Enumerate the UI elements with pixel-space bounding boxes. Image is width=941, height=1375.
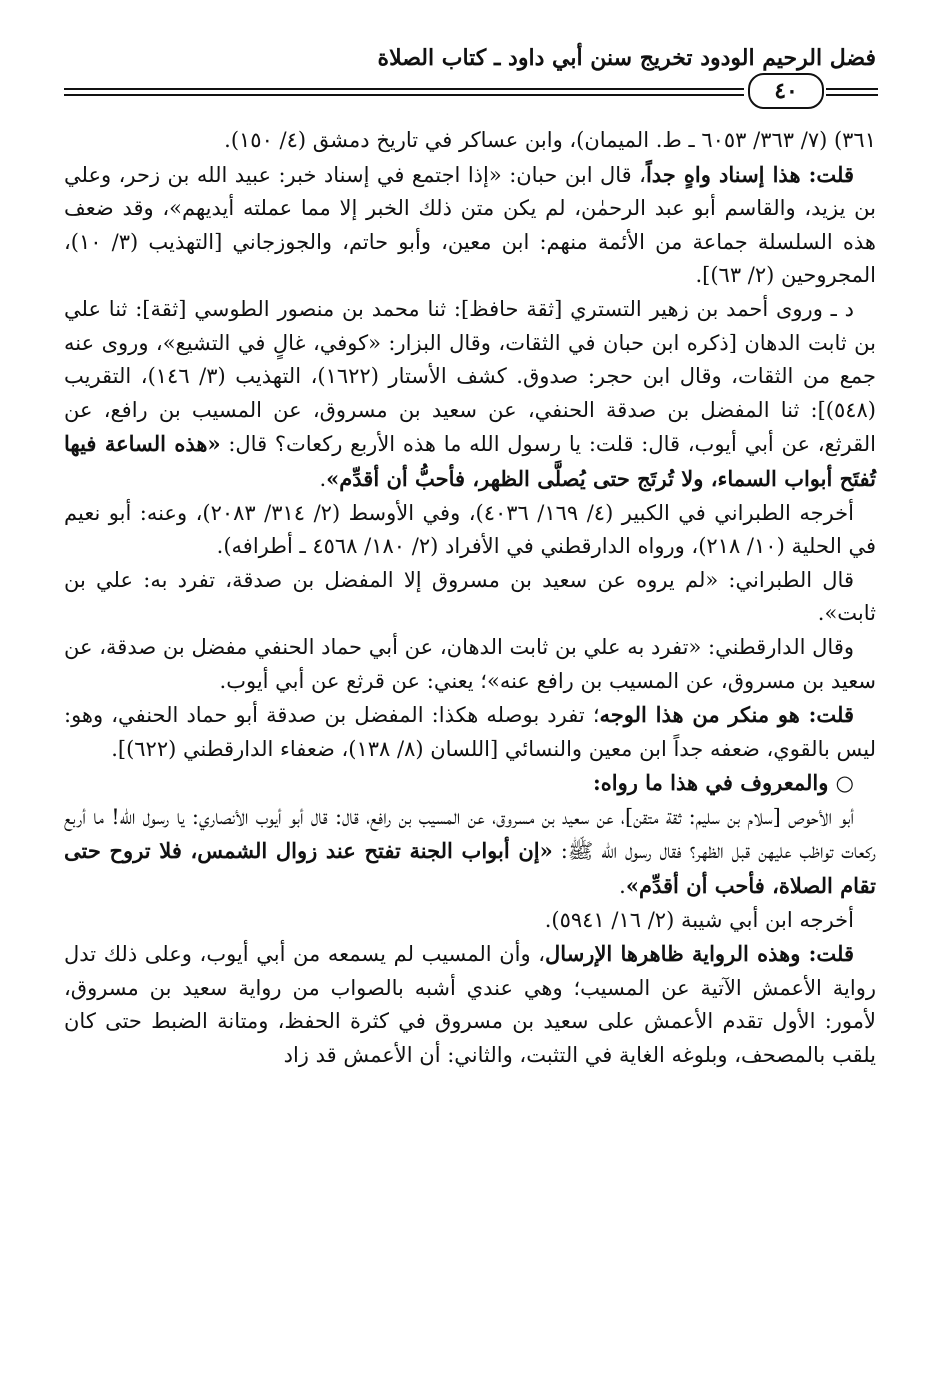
paragraph xyxy=(64,631,876,698)
paragraph xyxy=(64,801,876,904)
page-number xyxy=(748,73,824,109)
text-segment: أبو الأحوص [سلام بن سليم: ثقة متقن]، عن سعيد بن مسروق، عن المسيب بن رافع، قال: قال أبو أيوب الأنصاري: يا رسول الله! ما أربع ركعات تواظب عليهن قبل الظهر؟ فقال رسول الله ﷺ: xyxy=(64,804,876,864)
paragraph xyxy=(64,564,876,631)
paragraph xyxy=(64,497,876,564)
text-segment: . xyxy=(319,466,327,491)
text-segment: د ـ وروى أحمد بن زهير التستري [ثقة حافظ]: ثنا محمد بن منصور الطوسي [ثقة]: ثنا علي بن ثابت الدهان [ذكره ابن حبان في الثقات، وقال البزار: «كوفي، غالٍ في التشيع»، وروى عنه جمع من الثقات، وقال ابن حجر: صدوق. كشف الأستار (١٦٢٢)، التهذيب (٣/ ١٤٦)، التقريب (٥٤٨)]: ثنا المفضل بن صدقة الحنفي، عن سعيد بن مسروق، عن المسيب بن رافع، عن القرثع، عن أبي أيوب، قال: قلت: يا رسول الله ما هذه الأربع ركعات؟ قال: xyxy=(64,296,876,457)
paragraph xyxy=(64,158,876,293)
bold-text-segment: «إن أبواب الجنة تفتح عند زوال الشمس، فلا تروح حتى تقام الصلاة، فأحب أن أقدِّم» xyxy=(64,838,876,899)
text-segment: ، وأن المسيب لم يسمعه من أبي أيوب، وعلى ذلك تدل رواية الأعمش الآتية عن المسيب؛ وهي عندي أشبه بالصواب من رواية سعيد بن مسروق، لأمور: الأول تقدم الأعمش على سعيد بن مسروق في كثرة الحفظ، ومتانة الضبط حتى كان يلقب بالمصحف، وبلوغه الغاية في التثبت، والثاني: أن الأعمش قد زاد xyxy=(64,942,876,1068)
text-segment: ؛ تفرد بوصله هكذا: المفضل بن صدقة أبو حماد الحنفي، وهو: ليس بالقوي، ضعفه جداً ابن معين والنسائي [اللسان (٨/ ١٣٨)، ضعفاء الدارقطني (٦٢٢)]. xyxy=(64,703,876,761)
text-segment: أخرجه الطبراني في الكبير (٤/ ١٦٩/ ٤٠٣٦)، وفي الأوسط (٢/ ٣١٤/ ٢٠٨٣)، وعنه: أبو نعيم في الحلية (١٠/ ٢١٨)، ورواه الدارقطني في الأفراد (٢/ ١٨٠/ ٤٥٦٨ ـ أطرافه). xyxy=(64,500,876,559)
text-segment: قال الطبراني: «لم يروه عن سعيد بن مسروق إلا المفضل بن صدقة، تفرد به: علي بن ثابت». xyxy=(64,567,876,626)
bold-text-segment: «هذه الساعة فيها تُفتَح أبواب السماء، ولا تُرتَج حتى يُصلَّى الظهر، فأحبُّ أن أقدِّم» xyxy=(64,431,876,491)
running-header xyxy=(64,44,876,72)
bold-text-segment: قلت: هو منكر من هذا الوجه xyxy=(599,702,854,728)
header-rule-right-lower xyxy=(826,94,878,96)
header-rule-left-lower xyxy=(64,94,744,96)
text-segment: ، قال ابن حبان: «إذا اجتمع في إسناد خبر: عبيد الله بن زحر، وعلي بن يزيد، والقاسم أبو عبد الرحمٰن، لم يكن متن ذلك الخبر إلا مما عملته أيديهم»، وقد ضعف هذه السلسلة جماعة من الأئمة منهم: ابن معين، وأبو حاتم، والجوزجاني [التهذيب (٣/ ١٠)، المجروحين (٢/ ٦٣)]. xyxy=(64,162,876,288)
text-segment: . xyxy=(619,874,626,899)
paragraph xyxy=(64,293,876,497)
paragraph xyxy=(64,698,876,766)
page-number-text: ٤٠ xyxy=(774,78,798,104)
paragraph xyxy=(64,937,876,1072)
text-segment: أخرجه ابن أبي شيبة (٢/ ١٦/ ٥٩٤١). xyxy=(544,907,854,932)
book-title: فضل الرحيم الودود تخريج سنن أبي داود ـ كتاب الصلاة xyxy=(377,45,876,71)
header-rule-right-upper xyxy=(826,88,878,90)
bold-text-segment: ○ والمعروف في هذا ما رواه: xyxy=(592,770,854,796)
bold-text-segment: قلت: وهذه الرواية ظاهرها الإرسال xyxy=(545,941,854,967)
page-body xyxy=(64,124,876,1073)
bold-text-segment: قلت: هذا إسناد واهٍ جداً xyxy=(645,161,855,187)
paragraph xyxy=(64,904,876,938)
text-segment: وقال الدارقطني: «تفرد به علي بن ثابت الدهان، عن أبي حماد الحنفي مفضل بن صدقة، عن سعيد بن مسروق، عن المسيب بن رافع عنه»؛ يعني: عن قرثع عن أبي أيوب. xyxy=(64,634,876,693)
paragraph xyxy=(64,766,876,801)
paragraph xyxy=(64,124,876,158)
header-rule-left-upper xyxy=(64,88,744,90)
text-segment: ٣٦١) (٧/ ٣٦٣/ ٦٠٥٣ ـ ط. الميمان)، وابن عساكر في تاريخ دمشق (٤/ ١٥٠). xyxy=(224,128,876,152)
